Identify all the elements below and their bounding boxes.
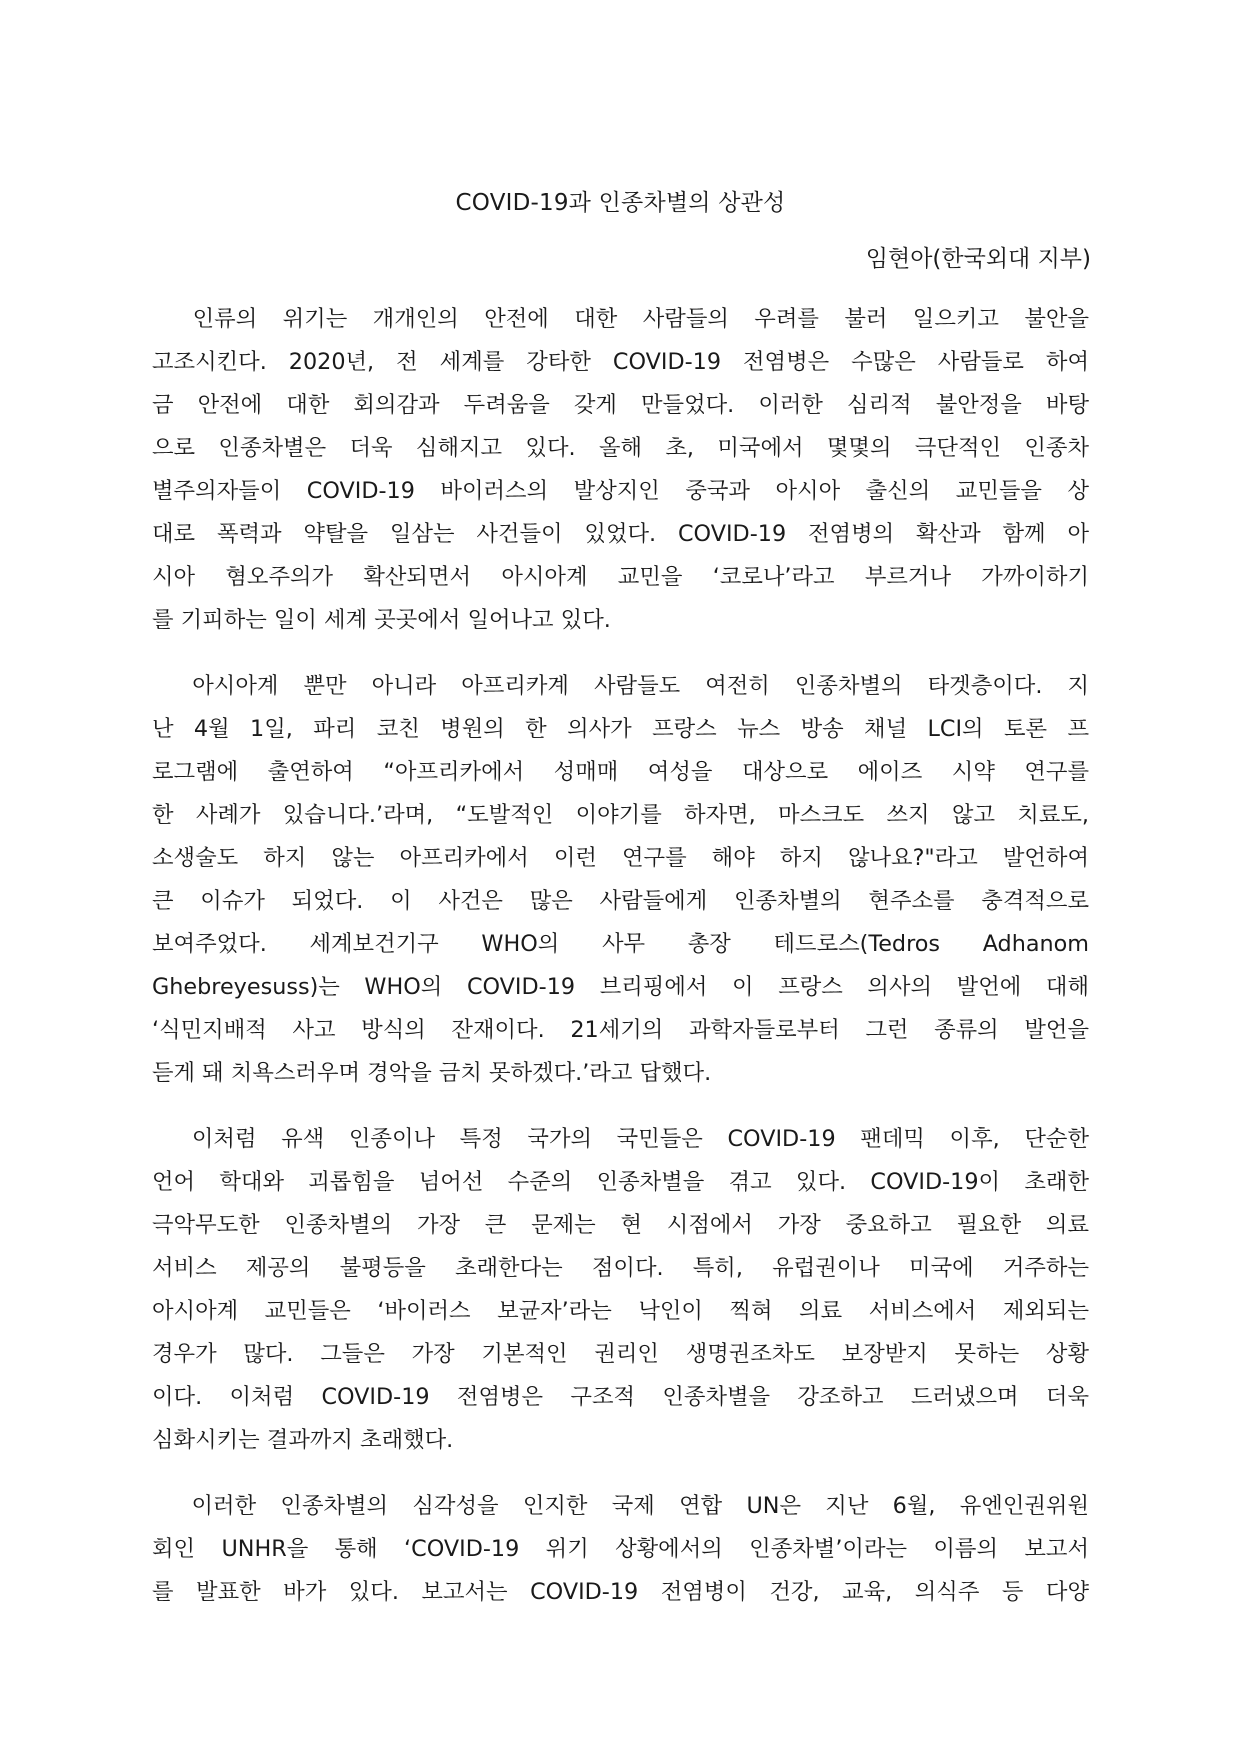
paragraph-line: 이처럼 유색 인종이나 특정 국가의 국민들은 COVID-19 팬데믹 이후, 단순한 xyxy=(152,1126,1089,1152)
paragraph-3 xyxy=(152,1118,1089,1462)
document-title: COVID-19과 인종차별의 상관성 xyxy=(455,190,786,216)
paragraph-1 xyxy=(152,298,1089,642)
paragraph-line: Ghebreyesuss)는 WHO의 COVID-19 브리핑에서 이 프랑스 의사의 발언에 대해 xyxy=(152,974,1089,1000)
paragraph-line: 별주의자들이 COVID-19 바이러스의 발상지인 중국과 아시아 출신의 교민들을 상 xyxy=(152,478,1089,504)
paragraph-line: 금 안전에 대한 회의감과 두려움을 갖게 만들었다. 이러한 심리적 불안정을 바탕 xyxy=(152,392,1089,418)
paragraph-line: 소생술도 하지 않는 아프리카에서 이런 연구를 해야 하지 않나요?"라고 발언하여 xyxy=(152,845,1089,871)
paragraph-line: 큰 이슈가 되었다. 이 사건은 많은 사람들에게 인종차별의 현주소를 충격적으로 xyxy=(152,888,1089,914)
paragraph-line: 회인 UNHR을 통해 ‘COVID-19 위기 상황에서의 인종차별’이라는 이름의 보고서 xyxy=(152,1536,1089,1562)
paragraph-line: 이러한 인종차별의 심각성을 인지한 국제 연합 UN은 지난 6월, 유엔인권위원 xyxy=(152,1493,1089,1519)
paragraph-line: 이다. 이처럼 COVID-19 전염병은 구조적 인종차별을 강조하고 드러냈으며 더욱 xyxy=(152,1384,1089,1410)
paragraph-line: 인류의 위기는 개개인의 안전에 대한 사람들의 우려를 불러 일으키고 불안을 xyxy=(152,306,1089,332)
paragraph-line: 경우가 많다. 그들은 가장 기본적인 권리인 생명권조차도 보장받지 못하는 상황 xyxy=(152,1341,1089,1367)
paragraph-line: 로그램에 출연하여 “아프리카에서 성매매 여성을 대상으로 에이즈 시약 연구를 xyxy=(152,759,1089,785)
paragraph-line: 시아 혐오주의가 확산되면서 아시아계 교민을 ‘코로나’라고 부르거나 가까이하기 xyxy=(152,564,1089,590)
paragraph-line: 듣게 돼 치욕스러우며 경악을 금치 못하겠다.’라고 답했다. xyxy=(152,1060,712,1086)
paragraph-line: 대로 폭력과 약탈을 일삼는 사건들이 있었다. COVID-19 전염병의 확산과 함께 아 xyxy=(152,521,1089,547)
paragraph-4 xyxy=(152,1485,1089,1614)
document-body xyxy=(152,298,1089,1637)
paragraph-line: 한 사례가 있습니다.’라며, “도발적인 이야기를 하자면, 마스크도 쓰지 않고 치료도, xyxy=(152,802,1089,828)
paragraph-line: 언어 학대와 괴롭힘을 넘어선 수준의 인종차별을 겪고 있다. COVID-19이 초래한 xyxy=(152,1169,1089,1195)
paragraph-line: 극악무도한 인종차별의 가장 큰 문제는 현 시점에서 가장 중요하고 필요한 의료 xyxy=(152,1212,1089,1238)
paragraph-line: 서비스 제공의 불평등을 초래한다는 점이다. 특히, 유럽권이나 미국에 거주하는 xyxy=(152,1255,1089,1281)
paragraph-line: 고조시킨다. 2020년, 전 세계를 강타한 COVID-19 전염병은 수많은 사람들로 하여 xyxy=(152,349,1089,375)
paragraph-line: 심화시키는 결과까지 초래했다. xyxy=(152,1427,454,1453)
paragraph-line: 아시아계 뿐만 아니라 아프리카계 사람들도 여전히 인종차별의 타겟층이다. 지 xyxy=(152,673,1089,699)
document-author: 임현아(한국외대 지부) xyxy=(865,246,1091,272)
paragraph-line: 를 기피하는 일이 세계 곳곳에서 일어나고 있다. xyxy=(152,607,611,633)
paragraph-line: 보여주었다. 세계보건기구 WHO의 사무 총장 테드로스(Tedros Adhanom xyxy=(152,931,1089,957)
paragraph-line: 를 발표한 바가 있다. 보고서는 COVID-19 전염병이 건강, 교육, 의식주 등 다양 xyxy=(152,1579,1089,1605)
paragraph-line: 아시아계 교민들은 ‘바이러스 보균자’라는 낙인이 찍혀 의료 서비스에서 제외되는 xyxy=(152,1298,1089,1324)
paragraph-line: 으로 인종차별은 더욱 심해지고 있다. 올해 초, 미국에서 몇몇의 극단적인 인종차 xyxy=(152,435,1089,461)
paragraph-line: ‘식민지배적 사고 방식의 잔재이다. 21세기의 과학자들로부터 그런 종류의 발언을 xyxy=(152,1017,1089,1043)
paragraph-2 xyxy=(152,665,1089,1095)
paragraph-line: 난 4월 1일, 파리 코친 병원의 한 의사가 프랑스 뉴스 방송 채널 LCI의 토론 프 xyxy=(152,716,1089,742)
